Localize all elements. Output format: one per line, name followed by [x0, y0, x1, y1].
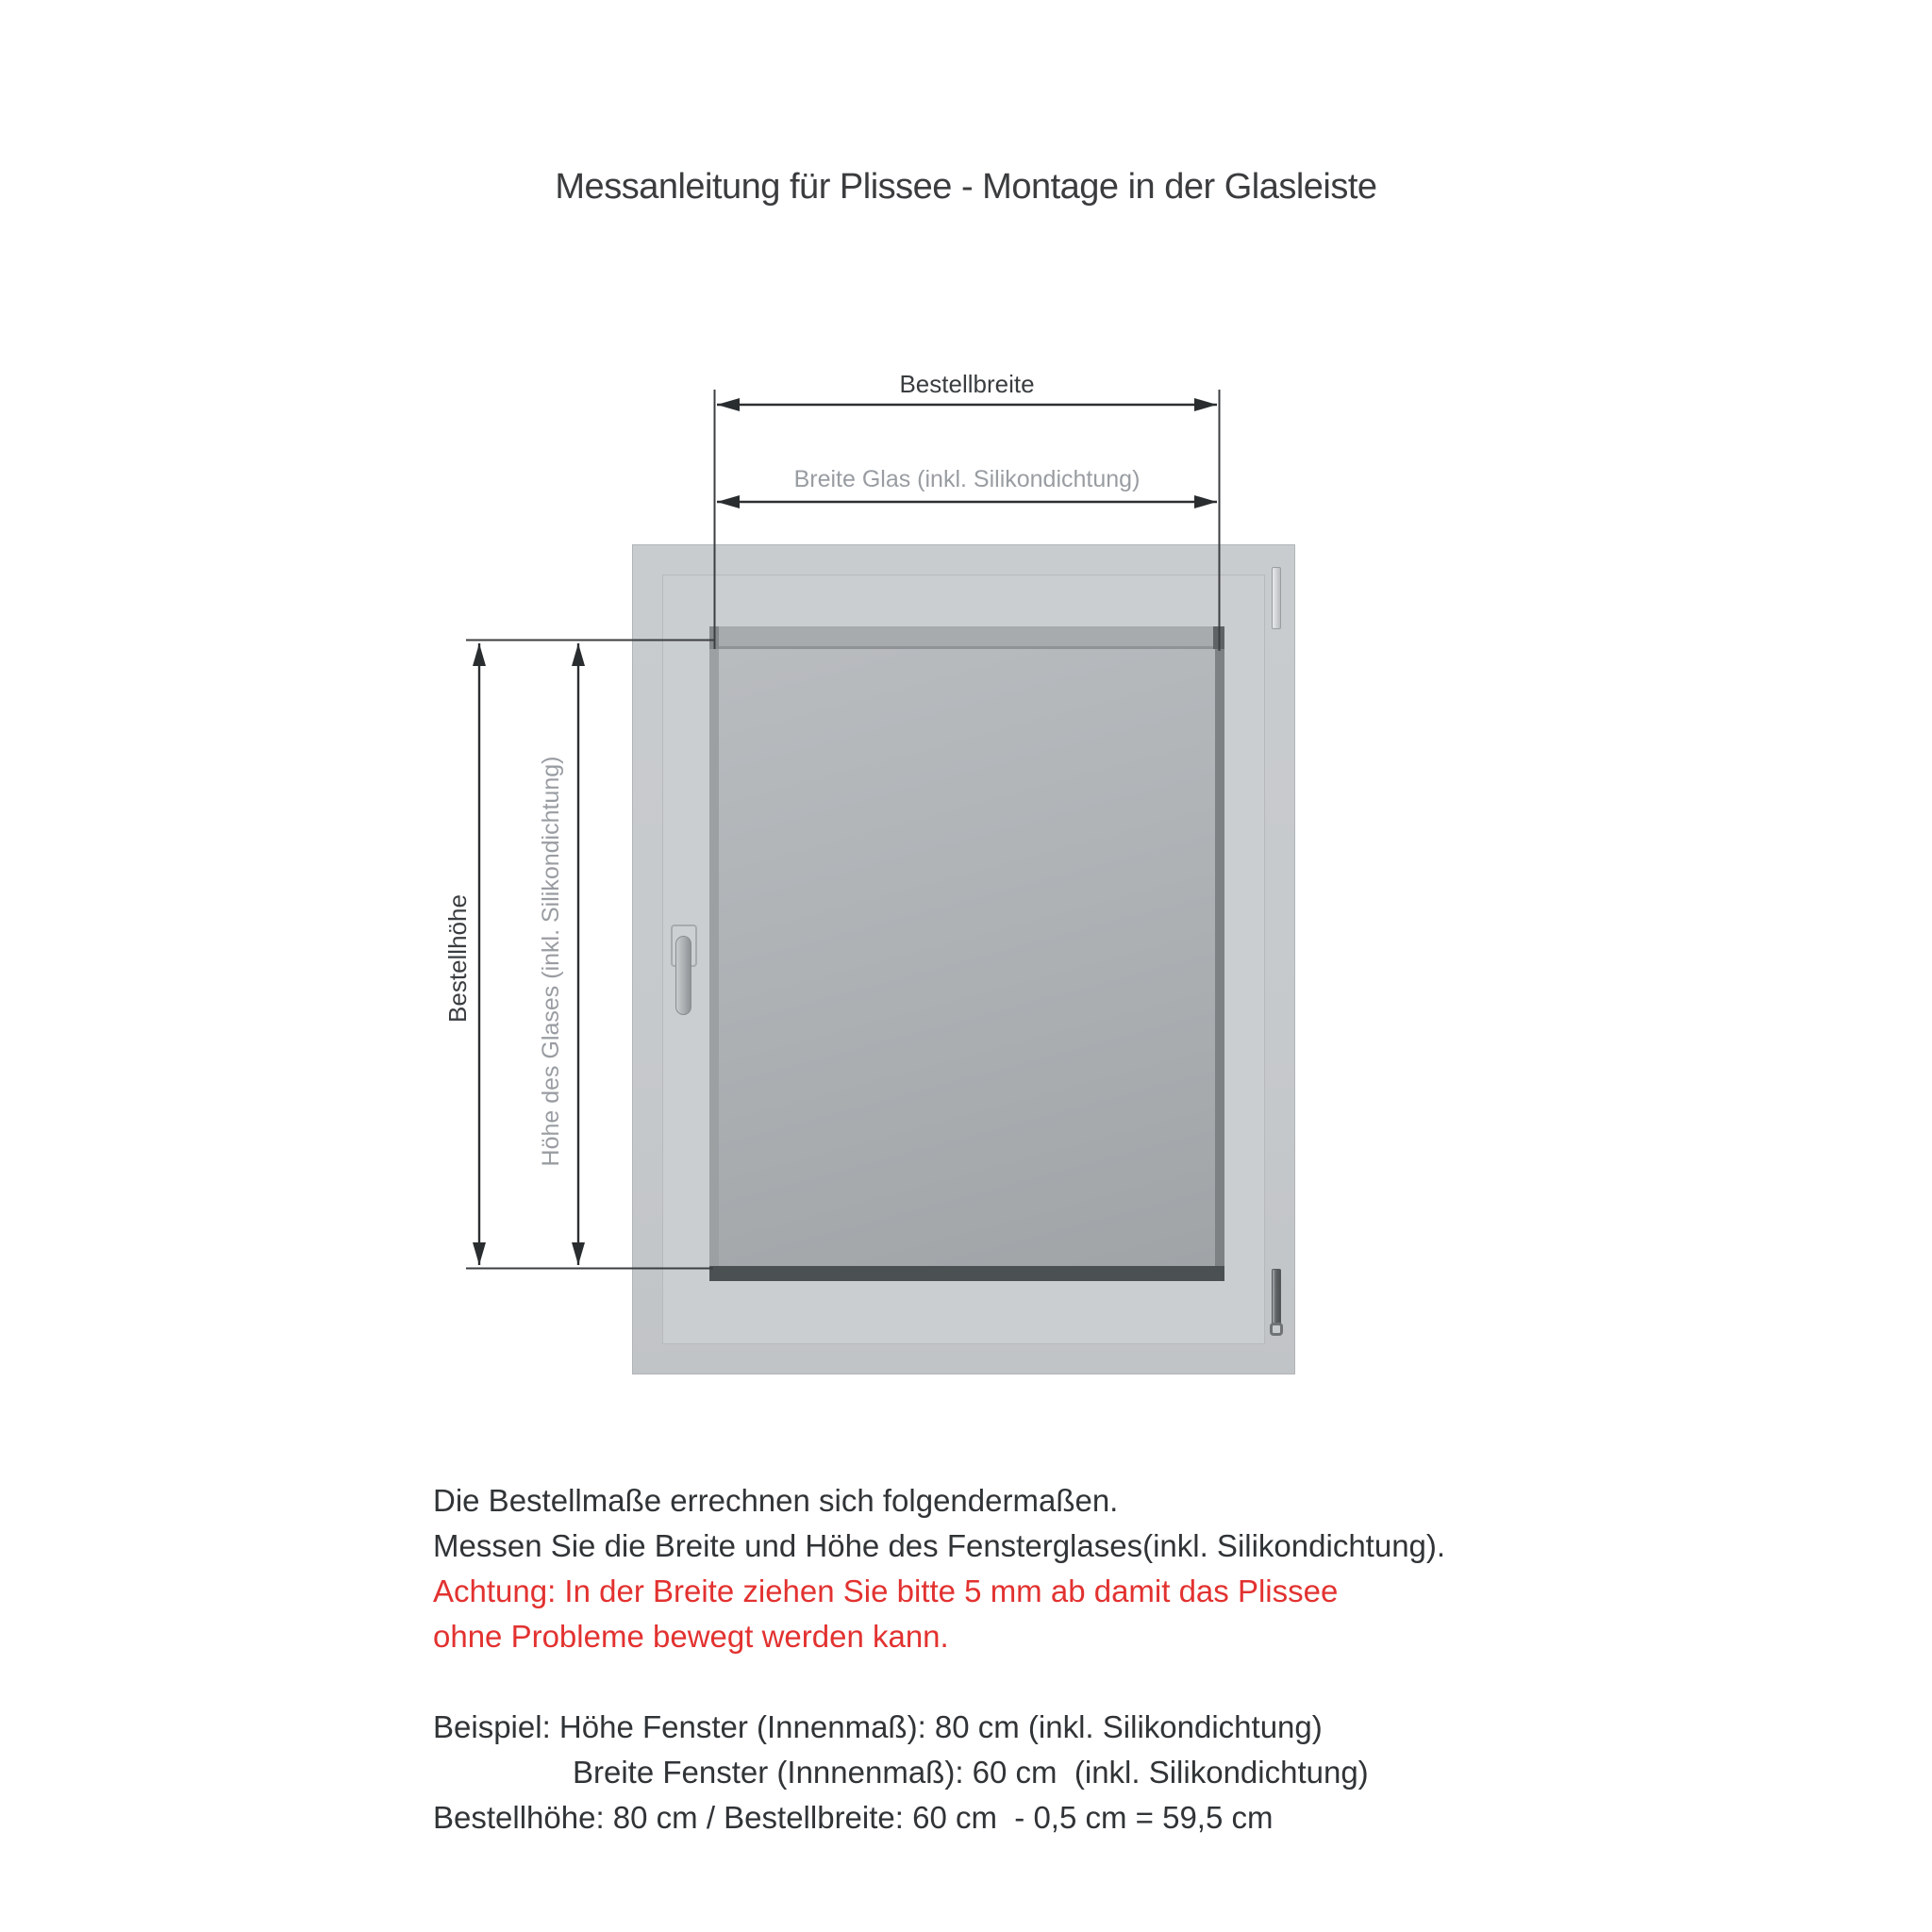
example-line-1: Beispiel: Höhe Fenster (Innenmaß): 80 cm (inkl. Silikondichtung): [433, 1709, 1323, 1744]
instruction-line-1: Die Bestellmaße errechnen sich folgendermaßen.: [433, 1483, 1119, 1518]
example-text-block: [433, 1705, 1369, 1840]
label-order-width: Bestellbreite: [899, 370, 1035, 398]
label-order-height: Bestellhöhe: [443, 894, 472, 1023]
example-line-2: Breite Fenster (Innnenmaß): 60 cm (inkl. Silikondichtung): [573, 1755, 1369, 1790]
glass-bead-bottom-rail: [709, 1266, 1224, 1281]
example-line-3: Bestellhöhe: 80 cm / Bestellbreite: 60 cm - 0,5 cm = 59,5 cm: [433, 1800, 1274, 1835]
glass-bead-cap-right: [1213, 626, 1224, 649]
window-glass: [719, 649, 1215, 1266]
window-hinge-bottom: [1272, 1269, 1281, 1325]
window-hinge-top: [1272, 567, 1281, 629]
window-handle-icon: [675, 936, 691, 1015]
label-glass-height: Höhe des Glases (inkl. Silikondichtung): [538, 756, 564, 1167]
instruction-text-block: [433, 1478, 1445, 1659]
warning-line-2: ohne Probleme bewegt werden kann.: [433, 1619, 949, 1654]
page-title: Messanleitung für Plissee - Montage in der Glasleiste: [555, 167, 1377, 207]
glass-bead-right: [1215, 649, 1224, 1266]
window-hinge-bottom-pin: [1270, 1323, 1283, 1336]
glass-bead-top-rail: [709, 626, 1224, 649]
label-glass-width: Breite Glas (inkl. Silikondichtung): [793, 466, 1141, 492]
glass-bead-cap-left: [709, 626, 719, 649]
warning-line-1: Achtung: In der Breite ziehen Sie bitte 5 mm ab damit das Plissee: [433, 1574, 1339, 1608]
instruction-line-2: Messen Sie die Breite und Höhe des Fensterglases(inkl. Silikondichtung).: [433, 1528, 1446, 1563]
glass-bead-left: [709, 649, 719, 1266]
